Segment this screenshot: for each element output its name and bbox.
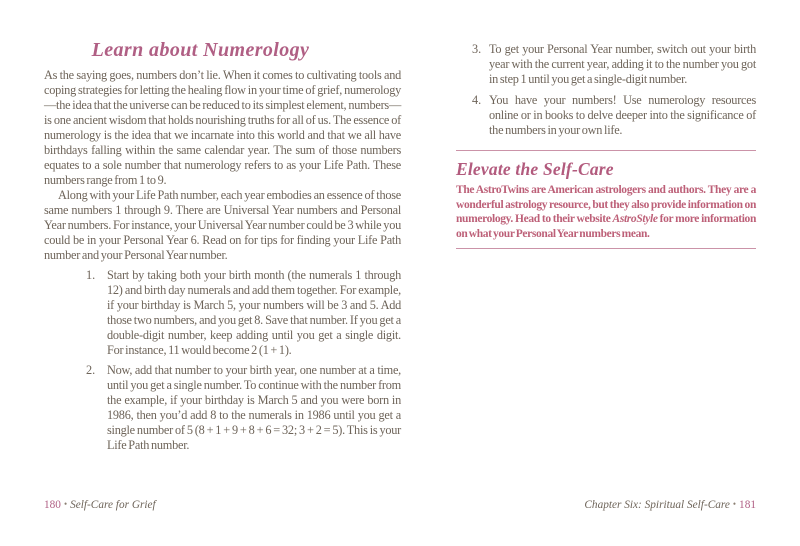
list-item-number: 4. [472, 93, 482, 107]
book-title: Self-Care for Grief [70, 499, 156, 511]
callout-bottom-divider [456, 248, 756, 249]
intro-paragraph: As the saying goes, numbers don’t lie. When it comes to cultivating tools and coping strategies for letting the healing flow in your time of grief, numerology—the idea that the universe can be reduced to its simplest element, numbers—is one ancient wisdom that holds nourishing truths for all of us. The essence of numerology is the idea that we incarnate into this world and that we all have birthdays falling within the same calendar year. The sum of those numbers equates to a sole number that numerology refers to as your Life Path. These numbers range from 1 to 9. [44, 68, 401, 187]
right-page [456, 42, 756, 249]
callout-top-divider [456, 150, 756, 151]
callout-heading: Elevate the Self-Care [456, 159, 614, 179]
list-item-text: To get your Personal Year number, switch out your birth year with the current year, adding it to the number you got in step 1 until you get a single-digit number. [489, 42, 756, 86]
left-page [44, 38, 401, 453]
website-name: AstroStyle [612, 213, 658, 226]
left-page-number: 180 [44, 499, 61, 511]
callout-body [456, 183, 756, 241]
list-item-number: 2. [86, 363, 96, 377]
list-item-number: 1. [86, 268, 96, 282]
list-item-number: 3. [472, 42, 482, 56]
right-page-number: 181 [739, 499, 756, 511]
callout-text-before: The AstroTwins are American astrologers and authors. They are a wonderful astrology resource, but they also provide information on numerology. Head to their website [456, 184, 756, 226]
footer-separator-dot: • [732, 499, 737, 509]
list-item-text: Start by taking both your birth month (the numerals 1 through 12) and birth day numerals and add them together. For example, if your birthday is March 5, your numbers will be 3 and 5. Add those two numbers, and you get 8. Save that number. If you get a double-digit number, keep adding until you get a single digit. For instance, 11 would become 2 (1 + 1). [107, 268, 401, 357]
list-item [456, 42, 756, 87]
list-item [44, 363, 401, 453]
left-footer [44, 497, 156, 512]
chapter-title: Chapter Six: Spiritual Self-Care [584, 499, 730, 511]
section-title: Learn about Numerology [91, 39, 310, 61]
list-item [44, 268, 401, 358]
second-paragraph: Along with your Life Path number, each year embodies an essence of those same numbers 1 through 9. There are Universal Year numbers and Personal Year numbers. For instance, your Universal Year number could be 3 while you could be in your Personal Year 6. Read on for tips for finding your Life Path number and your Personal Year number. [44, 188, 401, 262]
callout-text-after: for more information on what your Personal Year numbers mean. [456, 213, 757, 240]
list-item-text: You have your numbers! Use numerology resources online or in books to delve deeper into the significance of the numbers in your own life. [489, 93, 756, 137]
footer-separator-dot: • [63, 499, 68, 509]
right-footer [584, 497, 756, 512]
list-item [456, 93, 756, 138]
list-item-text: Now, add that number to your birth year, one number at a time, until you get a single number. To continue with the number from the example, if your birthday is March 5 and you were born in 1986, then you’d add 8 to the numerals in 1986 until you get a single number of 5 (8 + 1 + 9 + 8 + 6 = 32; 3 + 2 = 5). This is your Life Path number. [107, 363, 401, 452]
steps-list-left [44, 268, 401, 453]
steps-list-right [456, 42, 756, 138]
